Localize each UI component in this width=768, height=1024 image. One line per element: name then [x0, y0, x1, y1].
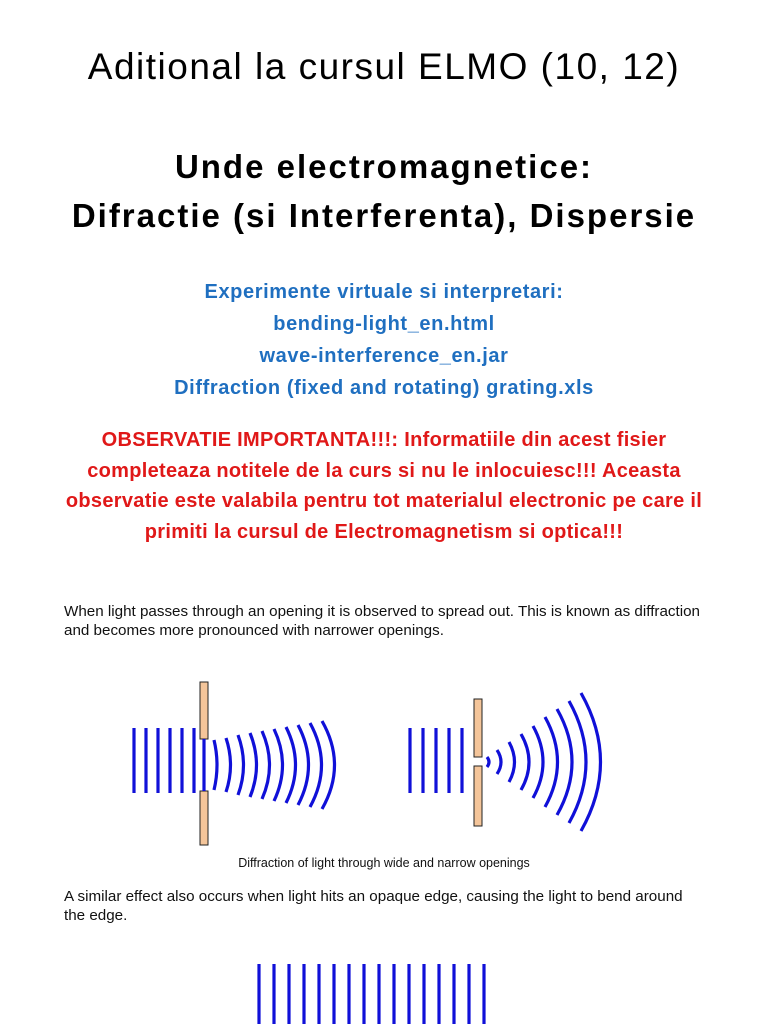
barrier-bottom-narrow	[474, 766, 482, 826]
resource-link-diffraction-grating[interactable]: Diffraction (fixed and rotating) grating.xls	[174, 377, 594, 399]
edge-diffraction-text: A similar effect also occurs when light hits an opaque edge, causing the light to bend around the edge.	[64, 888, 683, 924]
diffracted-waves-narrow	[487, 693, 601, 831]
figure-caption: Diffraction of light through wide and narrow openings	[238, 856, 530, 870]
title-line-2: Difractie (si Interferenta), Dispersie	[71, 197, 697, 234]
incident-plane-waves-wide	[134, 728, 194, 793]
barrier-bottom-wide	[200, 791, 208, 845]
narrow-opening-diagram	[410, 693, 601, 831]
diffraction-intro-text: When light passes through an opening it is observed to spread out. This is known as diffraction and becomes more pronounced with narrower openings.	[64, 603, 700, 639]
title-line-1: Unde electromagnetice:	[174, 148, 594, 185]
course-heading: Aditional la cursul ELMO (10, 12)	[87, 46, 681, 87]
resource-link-bending-light[interactable]: bending-light_en.html	[273, 313, 495, 335]
resources-heading: Experimente virtuale si interpretari:	[204, 281, 564, 303]
barrier-top-wide	[200, 682, 208, 739]
edge-diffraction-waves	[259, 964, 484, 1024]
important-notice: OBSERVATIE IMPORTANTA!!!: Informatiile din acest fisier completeaza notitele de la curs si nu le inlocuiesc!!! Aceasta observatie este valabila pentru tot materialul electronic pe care il primiti la cursul de Electromagnetism si optica!!!	[65, 429, 703, 543]
incident-plane-waves-narrow	[410, 728, 462, 793]
diffracted-waves-wide	[204, 721, 335, 809]
resource-link-wave-interference[interactable]: wave-interference_en.jar	[259, 345, 509, 367]
barrier-top-narrow	[474, 699, 482, 757]
wide-opening-diagram	[134, 682, 335, 845]
